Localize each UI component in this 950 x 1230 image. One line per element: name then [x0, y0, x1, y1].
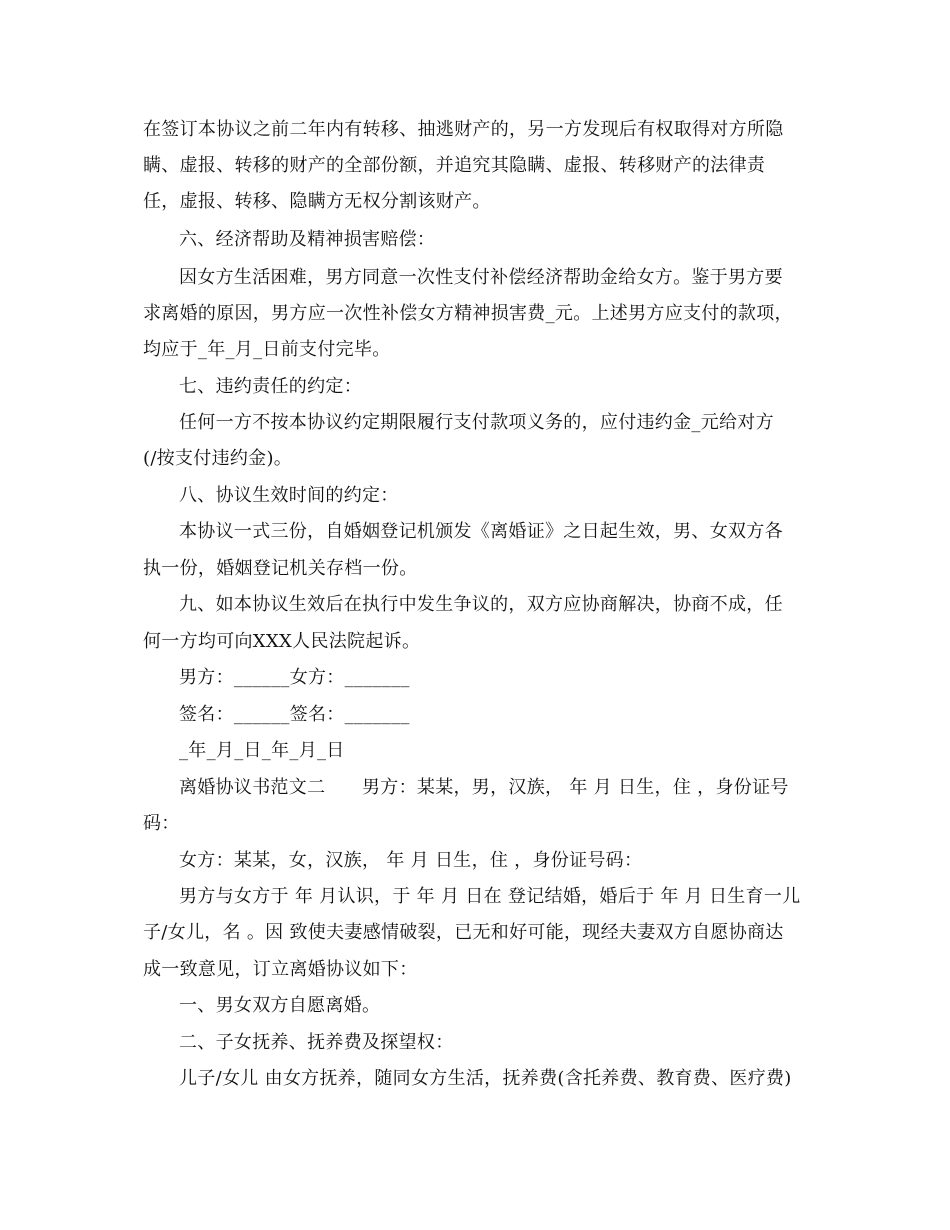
text-line: 子/女儿，名 。因 致使夫妻感情破裂，已无和好可能，现经夫妻双方自愿协商达	[143, 922, 784, 943]
text-line: 任，虚报、转移、隐瞒方无权分割该财产。	[143, 191, 491, 212]
section-heading: 一、男女双方自愿离婚。	[179, 995, 381, 1016]
text-line: 因女方生活困难，男方同意一次性支付补偿经济帮助金给女方。鉴于男方要	[179, 267, 783, 288]
text-line: 儿子/女儿 由女方抚养，随同女方生活，抚养费(含托养费、教育费、医疗费)	[179, 1068, 792, 1089]
text-line: 何一方均可向XXX人民法院起诉。	[143, 631, 421, 652]
text-line: 九、如本协议生效后在执行中发生争议的，双方应协商解决，协商不成，任	[179, 594, 783, 615]
sample-title-line: 离婚协议书范文二 男方：某某，男，汉族， 年 月 日生，住 ，身份证号	[179, 777, 789, 798]
text-line: 瞒、虚报、转移的财产的全部份额，并追究其隐瞒、虚报、转移财产的法律责	[143, 155, 766, 176]
section-heading: 二、子女抚养、抚养费及探望权：	[179, 1032, 454, 1053]
text-line: 均应于_年_月_日前支付完毕。	[143, 339, 391, 360]
text-line: (/按支付违约金)。	[143, 448, 293, 469]
text-line: 求离婚的原因，男方应一次性补偿女方精神损害费_元。上述男方应支付的款项，	[143, 303, 793, 324]
text-line: 男方与女方于 年 月认识，于 年 月 日在 登记结婚，婚后于 年 月 日生育一儿	[179, 886, 801, 907]
text-line: 码：	[143, 813, 180, 834]
signature-line: 男方：______女方：_______	[179, 667, 410, 688]
text-line: 女方：某某，女，汉族， 年 月 日生，住 ，身份证号码：	[179, 850, 643, 871]
text-line: 执一份，婚姻登记机关存档一份。	[143, 558, 418, 579]
signature-line: 签名：______签名：_______	[179, 704, 410, 725]
date-line: _年_月_日_年_月_日	[179, 740, 345, 761]
section-heading: 八、协议生效时间的约定：	[179, 485, 399, 506]
text-line: 成一致意见，订立离婚协议如下：	[143, 959, 418, 980]
text-line: 在签订本协议之前二年内有转移、抽逃财产的，另一方发现后有权取得对方所隐	[143, 119, 784, 140]
section-heading: 六、经济帮助及精神损害赔偿：	[179, 229, 436, 250]
text-line: 任何一方不按本协议约定期限履行支付款项义务的，应付违约金_元给对方	[179, 412, 774, 433]
text-line: 本协议一式三份，自婚姻登记机颁发《离婚证》之日起生效，男、女双方各	[179, 521, 783, 542]
section-heading: 七、违约责任的约定：	[179, 376, 362, 397]
